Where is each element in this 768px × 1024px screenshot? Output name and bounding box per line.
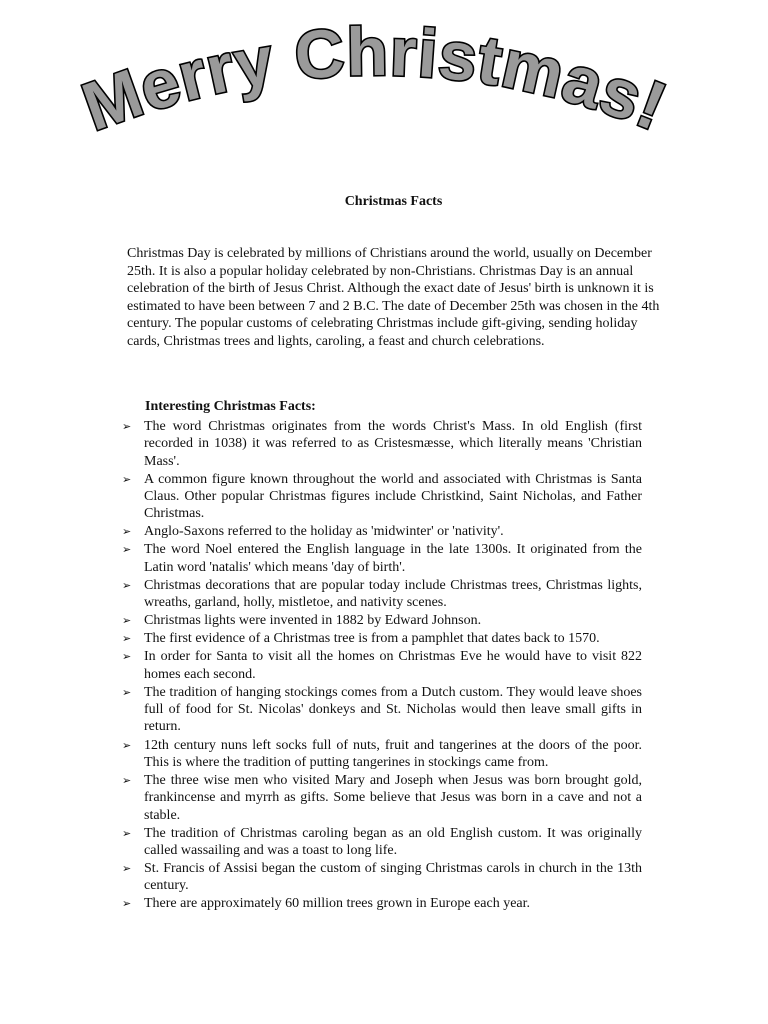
banner-text [73,14,677,146]
arrow-bullet-icon: ➢ [122,525,132,539]
intro-paragraph: Christmas Day is celebrated by millions of Christians around the world, usually on December 25th. It is also a popular holiday celebrated by non-Christians. Christmas Day is an annual celebration of the birth of Jesus Christ. Although the exact date of Jesus' birth is unknown it is estimated to have been between 7 and 2 B.C. The date of December 25th was chosen in the 4th century. The popular customs of celebrating Christmas include gift-giving, sending holiday cards, Christmas trees and lights, caroling, a feast and church celebrations. [127,246,660,349]
list-item [122,772,642,824]
arrow-bullet-icon: ➢ [122,826,132,840]
arrow-bullet-icon: ➢ [122,614,132,628]
fact-text: The word Noel entered the English language in the late 1300s. It originated from the Latin word 'natalis' which means 'day of birth'. [144,542,642,575]
fact-text: The word Christmas originates from the words Christ's Mass. In old English (first recorded in 1038) it was referred to as Cristesmæsse, which literally means 'Christian Mass'. [144,419,642,469]
fact-text: St. Francis of Assisi began the custom of singing Christmas carols in church in the 13th century. [144,860,642,894]
arrow-bullet-icon: ➢ [122,472,132,486]
arrow-bullet-icon: ➢ [122,543,132,557]
list-item [122,860,642,895]
fact-text: Anglo-Saxons referred to the holiday as 'midwinter' or 'nativity'. [144,524,504,540]
list-item [122,737,642,772]
arrow-bullet-icon: ➢ [122,632,132,646]
list-item [122,612,642,629]
banner-text-path: Merry Christmas! [73,13,677,146]
list-item [122,523,642,540]
page-title: Christmas Facts [344,194,443,209]
list-item [122,648,642,683]
fact-text: The three wise men who visited Mary and Joseph when Jesus was born brought gold, frankincense and myrrh as gifts. Some believe that Jesus was born in a cave and not a stable. [144,772,642,823]
fact-text: Christmas decorations that are popular today include Christmas trees, Christmas lights, wreaths, garland, holly, mistletoe, and nativity scenes. [144,577,642,611]
list-item [122,541,642,576]
list-item [122,577,642,612]
fact-text: The tradition of hanging stockings comes from a Dutch custom. They would leave shoes full of food for St. Nicolas' donkeys and St. Nicholas would then leave small gifts in return. [144,684,642,735]
arrow-bullet-icon: ➢ [122,861,132,875]
merry-christmas-banner [0,0,768,190]
fact-text: The tradition of Christmas caroling began as an old English custom. It was originally called wassailing and was a toast to long life. [144,825,642,858]
facts-list [122,418,642,913]
facts-heading: Interesting Christmas Facts: [145,399,316,414]
arrow-bullet-icon: ➢ [122,420,132,433]
fact-text: Christmas lights were invented in 1882 by Edward Johnson. [144,613,482,629]
fact-text: There are approximately 60 million trees grown in Europe each year. [144,896,531,912]
list-item [122,471,642,523]
arrow-bullet-icon: ➢ [122,685,132,699]
list-item [122,630,642,647]
list-item [122,825,642,860]
arrow-bullet-icon: ➢ [122,897,132,911]
list-item [122,684,642,736]
arrow-bullet-icon: ➢ [122,738,132,752]
list-item [122,418,642,470]
list-item [122,895,642,912]
fact-text: 12th century nuns left socks full of nuts, fruit and tangerines at the doors of the poor. This is where the tradition of putting tangerines in stockings came from. [144,737,642,770]
arrow-bullet-icon: ➢ [122,578,132,592]
fact-text: A common figure known throughout the world and associated with Christmas is Santa Claus. Other popular Christmas figures include Christkind, Saint Nicholas, and Father Christmas. [144,471,642,522]
fact-text: In order for Santa to visit all the homes on Christmas Eve he would have to visit 822 homes each second. [144,649,642,682]
arrow-bullet-icon: ➢ [122,773,132,787]
arrow-bullet-icon: ➢ [122,650,132,664]
fact-text: The first evidence of a Christmas tree is from a pamphlet that dates back to 1570. [144,631,600,647]
